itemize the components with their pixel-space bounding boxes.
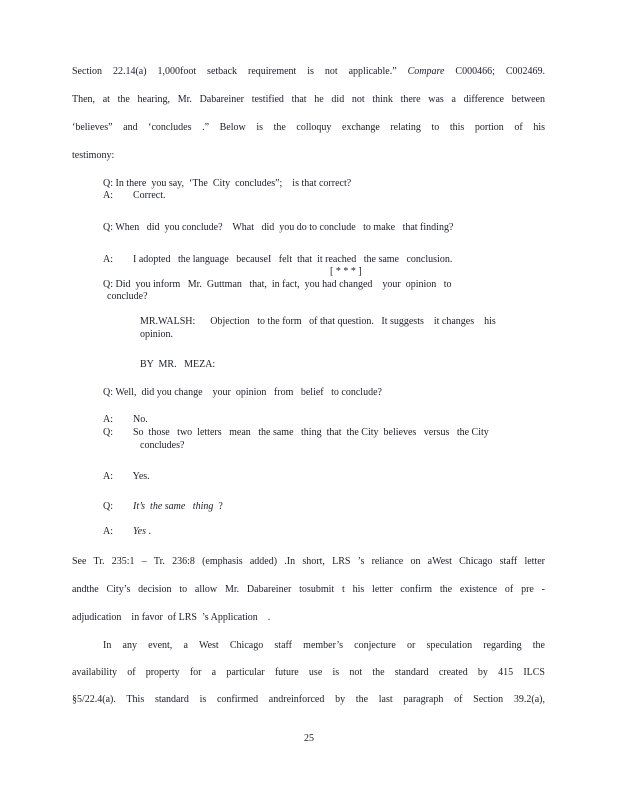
text-segment: A: Yes. <box>103 471 150 482</box>
text-segment: testimony: <box>72 150 115 161</box>
text-line <box>103 254 452 266</box>
text-segment: Q: So those two letters mean the same thing that the City believes versus the City <box>103 427 489 438</box>
text-line <box>330 266 362 278</box>
text-segment: opinion. <box>140 329 174 340</box>
text-segment: Q: <box>103 501 133 512</box>
text-segment: Then, at the hearing, Mr. Dabareiner testified that he did not think there was a difference between <box>72 94 545 105</box>
text-line <box>72 667 545 679</box>
text-line <box>72 150 114 162</box>
text-line <box>103 190 166 202</box>
text-line <box>72 122 545 134</box>
italic-text-segment: Yes <box>133 526 146 537</box>
text-segment: Q: Did you inform Mr. Guttman that, in fact, you had changed your opinion to <box>103 279 452 290</box>
text-segment: See Tr. 235:1 – Tr. 236:8 (emphasis added) .In short, LRS ’s reliance on aWest Chicago staff letter <box>72 556 545 567</box>
page-number: 25 <box>304 733 314 744</box>
text-line <box>140 440 184 452</box>
text-segment: Q: In there you say, ‘The City concludes”; is that correct? <box>103 178 352 189</box>
text-segment: adjudication in favor of LRS ’s Application . <box>72 612 271 623</box>
text-segment: C000466; C002469. <box>444 66 545 77</box>
text-line <box>140 359 215 371</box>
text-line <box>72 694 545 706</box>
text-segment: concludes? <box>140 440 185 451</box>
text-segment: availability of property for a particular future use is not the standard created by 415 ILCS <box>72 667 545 678</box>
text-segment: ‘believes” and ‘concludes .” Below is the colloquy exchange relating to this portion of his <box>72 122 545 133</box>
text-line <box>140 316 496 328</box>
text-line <box>140 329 173 341</box>
text-segment: A: I adopted the language becauseI felt that it reached the same conclusion. <box>103 254 453 265</box>
italic-text-segment: Compare <box>407 66 445 77</box>
text-line <box>72 612 270 624</box>
text-segment: In any event, a West Chicago staff member’s conjecture or speculation regarding the <box>103 640 545 651</box>
text-segment: BY MR. MEZA: <box>140 359 216 370</box>
text-line <box>72 584 545 596</box>
text-line <box>72 94 545 106</box>
text-line <box>103 501 223 513</box>
text-line <box>72 66 545 78</box>
text-segment: Q: Well, did you change your opinion from belief to conclude? <box>103 387 382 398</box>
text-line <box>103 414 148 426</box>
text-segment: §5/22.4(a). This standard is confirmed andreinforced by the last paragraph of Section 39.2(a), <box>72 694 545 705</box>
text-segment: A: No. <box>103 414 148 425</box>
text-segment: conclude? <box>107 291 148 302</box>
text-line <box>107 291 148 303</box>
text-segment: [ * * * ] <box>330 266 362 277</box>
text-line <box>103 640 545 652</box>
text-segment: ? <box>213 501 223 512</box>
text-line <box>103 387 382 399</box>
text-line <box>103 427 489 439</box>
text-line <box>103 471 150 483</box>
text-segment: andthe City’s decision to allow Mr. Dabareiner tosubmit t his letter confirm the existence of pre - <box>72 584 545 595</box>
text-segment: Q: When did you conclude? What did you do to conclude to make that finding? <box>103 222 454 233</box>
text-segment: A: <box>103 526 133 537</box>
text-line <box>103 526 151 538</box>
text-segment: Section 22.14(a) 1,000foot setback requirement is not applicable.” <box>72 66 408 77</box>
text-line <box>103 279 452 291</box>
text-segment: MR.WALSH: Objection to the form of that question. It suggests it changes his <box>140 316 496 327</box>
text-segment: A: Correct. <box>103 190 166 201</box>
text-line <box>103 178 351 190</box>
text-segment: . <box>145 526 151 537</box>
text-line <box>103 222 453 234</box>
text-line <box>72 556 545 568</box>
italic-text-segment: It’s the same thing <box>133 501 214 512</box>
